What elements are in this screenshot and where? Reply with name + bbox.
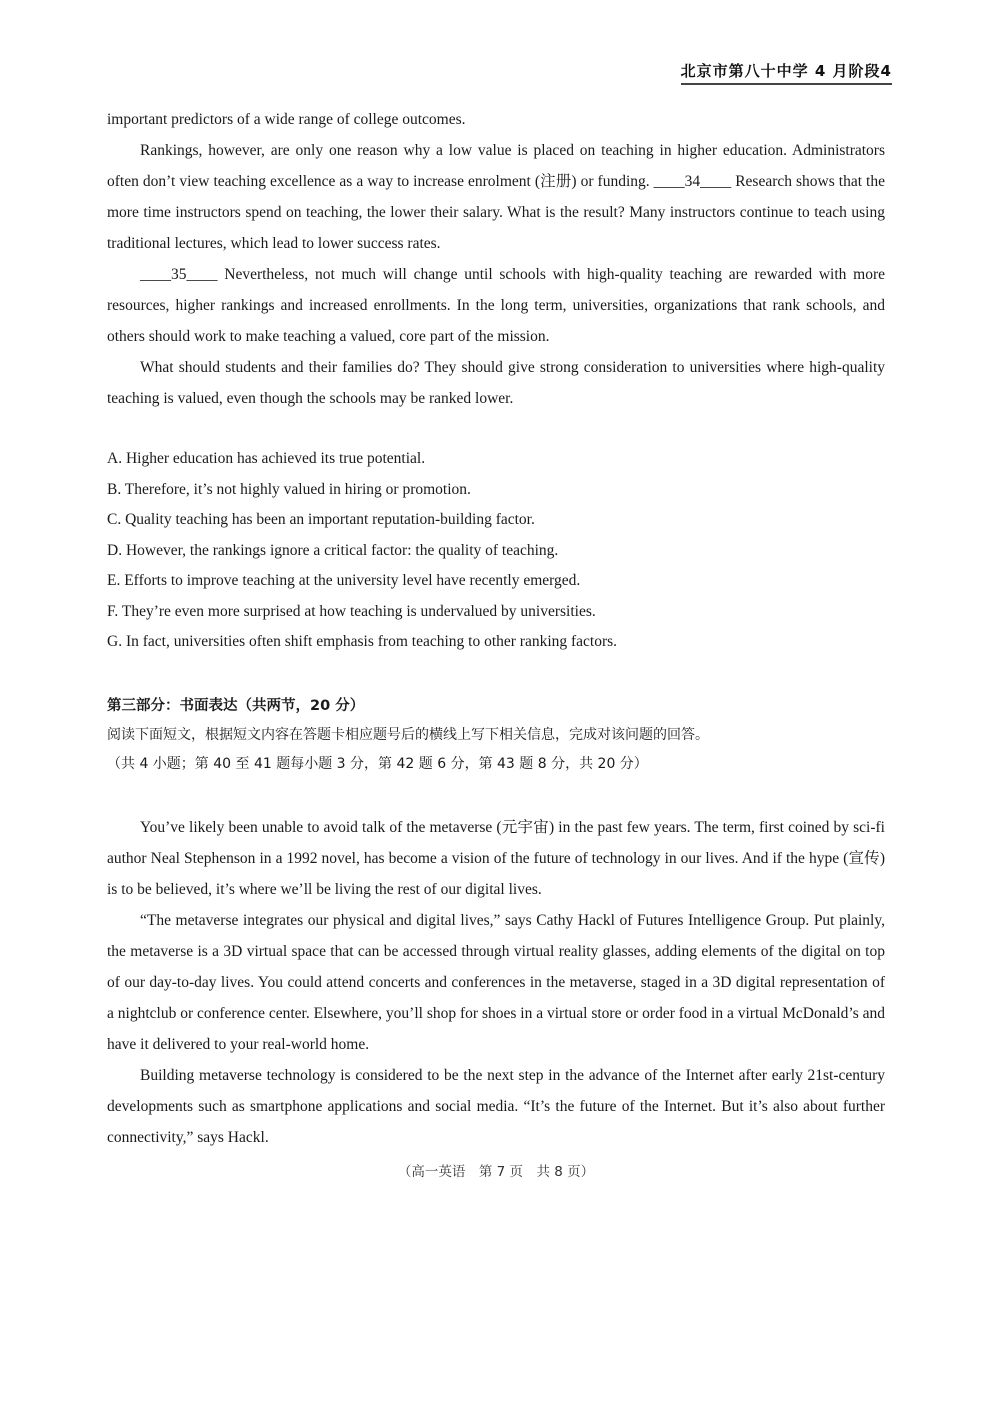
option-list bbox=[107, 444, 885, 658]
passage-b-paragraph-3: Building metaverse technology is considered to be the next step in the advance of the Internet after early 21st-century developments such as smartphone applications and social media. “It’s the future of the Internet. But it’s also about further connectivity,” says Hackl. bbox=[107, 1066, 885, 1146]
option-item: F. They’re even more surprised at how teaching is undervalued by universities. bbox=[107, 602, 596, 620]
section-3-title: 第三部分：书面表达（共两节，20 分） bbox=[107, 697, 365, 714]
section-3-scoring: （共 4 小题；第 40 至 41 题每小题 3 分，第 42 题 6 分，第 43 题 8 分，共 20 分） bbox=[107, 755, 648, 772]
option-item: B. Therefore, it’s not highly valued in hiring or promotion. bbox=[107, 480, 471, 498]
option-item: C. Quality teaching has been an important reputation-building factor. bbox=[107, 511, 535, 528]
school-header: 北京市第八十中学 4 月阶段4 bbox=[681, 60, 892, 85]
document-body bbox=[107, 104, 885, 1153]
option-item: A. Higher education has achieved its true potential. bbox=[107, 450, 426, 467]
passage-b-paragraph-1: You’ve likely been unable to avoid talk of the metaverse (元宇宙) in the past few years. The term, first coined by sci-fi author Neal Stephenson in a 1992 novel, has become a vision of the future of technology in our lives. And if the hype (宣传) is to be believed, it’s where we’ll be living the rest of our digital lives. bbox=[107, 818, 885, 898]
page-footer: （高一英语 第 7 页 共 8 页） bbox=[397, 1164, 595, 1180]
passage-a-paragraph-4: What should students and their families do? They should give strong consideration to universities where high-quality teaching is valued, even though the schools may be ranked lower. bbox=[107, 359, 885, 407]
passage-a-paragraph-2: Rankings, however, are only one reason why a low value is placed on teaching in higher education. Administrators often don’t view teaching excellence as a way to increase enrolment (注册) or funding. ____34____ Research shows that the more time instructors spend on teaching, the lower their salary. What is the result? Many instructors continue to teach using traditional lectures, which lead to lower success rates. bbox=[107, 142, 885, 252]
passage-a-paragraph-1: important predictors of a wide range of college outcomes. bbox=[107, 111, 466, 128]
section-3-instruction: 阅读下面短文，根据短文内容在答题卡相应题号后的横线上写下相关信息，完成对该问题的回答。 bbox=[107, 726, 709, 743]
option-item: E. Efforts to improve teaching at the university level have recently emerged. bbox=[107, 572, 581, 589]
passage-b-paragraph-2: “The metaverse integrates our physical and digital lives,” says Cathy Hackl of Futures Intelligence Group. Put plainly, the metaverse is a 3D virtual space that can be accessed through virtual reality glasses, adding elements of the digital on top of our day-to-day lives. You could attend concerts and conferences in the metaverse, staged in a 3D digital representation of a nightclub or conference center. Elsewhere, you’ll shop for shoes in a virtual store or order food in a virtual McDonald’s and have it delivered to your real-world home. bbox=[107, 911, 885, 1053]
option-item: D. However, the rankings ignore a critical factor: the quality of teaching. bbox=[107, 541, 559, 559]
passage-a-paragraph-3: ____35____ Nevertheless, not much will change until schools with high-quality teaching are rewarded with more resources, higher rankings and increased enrollments. In the long term, universities, organizations that rank schools, and others should work to make teaching a valued, core part of the mission. bbox=[107, 266, 885, 345]
option-item: G. In fact, universities often shift emphasis from teaching to other ranking factors. bbox=[107, 633, 618, 650]
